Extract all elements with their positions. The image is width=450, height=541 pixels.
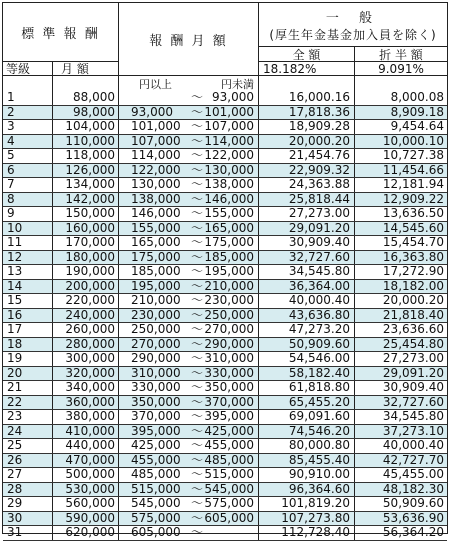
range-tilde: ～ (191, 119, 204, 133)
grade-cell: 18 (3, 338, 53, 352)
range-to: 107,000 (204, 119, 254, 133)
monthly-amount-cell: 190,000 (53, 265, 119, 279)
remuneration-range-cell (119, 236, 259, 250)
table-row (3, 149, 447, 164)
full-amount-cell: 24,363.88 (259, 178, 355, 192)
range-tilde: ～ (191, 220, 204, 235)
full-amount-cell: 16,000.16 (259, 91, 355, 105)
remuneration-range-cell (119, 91, 259, 105)
table-row (3, 207, 447, 222)
monthly-amount-cell: 104,000 (53, 120, 119, 134)
monthly-amount-cell: 118,000 (53, 149, 119, 163)
half-amount-cell: 42,727.70 (382, 452, 444, 467)
full-amount-cell: 90,910.00 (259, 468, 355, 482)
grade-cell: 5 (3, 149, 53, 163)
range-to: 93,000 (212, 90, 254, 104)
range-to: 370,000 (204, 394, 254, 409)
half-amount-cell: 10,000.10 (382, 133, 444, 148)
grade-cell: 13 (3, 265, 53, 279)
remuneration-range-cell (119, 193, 259, 207)
remuneration-range-cell (119, 468, 259, 482)
full-amount-cell: 107,273.80 (259, 512, 355, 526)
table-row (3, 193, 447, 208)
range-from: 155,000 (131, 220, 181, 235)
grade-cell: 22 (3, 396, 53, 410)
half-amount-cell: 20,000.20 (382, 293, 444, 307)
half-amount-cell: 29,091.20 (382, 365, 444, 380)
range-tilde: ～ (191, 481, 204, 496)
monthly-amount-cell: 530,000 (53, 483, 119, 497)
range-tilde: ～ (191, 177, 204, 191)
remuneration-range-cell (119, 512, 259, 526)
range-from: 107,000 (131, 133, 181, 148)
grade-cell: 17 (3, 323, 53, 337)
range-to: 310,000 (204, 351, 254, 365)
grade-cell: 30 (3, 512, 53, 526)
grade-cell: 8 (3, 193, 53, 207)
half-amount-cell: 15,454.70 (382, 235, 444, 249)
range-tilde: ～ (191, 278, 204, 293)
grade-cell: 2 (3, 106, 53, 120)
monthly-amount-cell: 134,000 (53, 178, 119, 192)
full-amount-cell: 101,819.20 (259, 497, 355, 511)
range-from: 175,000 (131, 249, 181, 264)
half-amount-cell: 30,909.40 (382, 380, 444, 394)
monthly-amount-cell: 260,000 (53, 323, 119, 337)
remuneration-range-cell (119, 120, 259, 134)
half-amount-cell: 10,727.38 (382, 148, 444, 162)
range-to: 114,000 (204, 133, 254, 148)
table-row (3, 91, 447, 106)
monthly-amount-cell: 240,000 (53, 309, 119, 323)
range-from: 130,000 (131, 177, 181, 191)
range-from: 370,000 (131, 409, 181, 423)
range-to: 605,000 (204, 510, 254, 525)
grade-cell: 28 (3, 483, 53, 497)
grade-header: 等級 (3, 62, 53, 76)
remuneration-range-cell (119, 526, 259, 540)
table-row (3, 396, 447, 411)
range-to: 146,000 (204, 191, 254, 206)
monthly-remuneration-header: 報 酬 月 額 (119, 3, 259, 76)
monthly-amount-cell: 300,000 (53, 352, 119, 366)
full-amount-cell: 40,000.40 (259, 294, 355, 308)
table-row (3, 309, 447, 324)
full-amount-cell: 30,909.40 (259, 236, 355, 250)
range-from: 455,000 (131, 452, 181, 467)
range-from: 485,000 (131, 467, 181, 481)
grade-cell: 7 (3, 178, 53, 192)
range-from: 138,000 (131, 191, 181, 206)
insurance-rate-table (2, 2, 448, 539)
half-amount-cell: 14,545.60 (382, 220, 444, 235)
range-to: 545,000 (204, 481, 254, 496)
range-from: 330,000 (131, 380, 181, 394)
full-amount-cell: 112,728.40 (259, 526, 355, 540)
monthly-amount-cell: 620,000 (53, 526, 119, 540)
range-from: 350,000 (131, 394, 181, 409)
range-from: 605,000 (131, 525, 181, 539)
half-amount-cell: 50,909.60 (382, 496, 444, 510)
range-tilde: ～ (191, 336, 204, 351)
range-to: 270,000 (204, 322, 254, 336)
half-amount-cell: 17,272.90 (382, 264, 444, 278)
full-amount-cell: 80,000.80 (259, 439, 355, 453)
range-tilde: ～ (191, 307, 204, 322)
range-to: 195,000 (204, 264, 254, 278)
grade-cell: 3 (3, 120, 53, 134)
range-to: 175,000 (204, 235, 254, 249)
table-row (3, 294, 447, 309)
range-to: 330,000 (204, 365, 254, 380)
half-amount-cell: 25,454.80 (382, 336, 444, 351)
full-amount-cell: 65,455.20 (259, 396, 355, 410)
range-from: 545,000 (131, 496, 181, 510)
monthly-amount-header: 月 額 (53, 62, 119, 76)
remuneration-range-cell (119, 381, 259, 395)
grade-cell: 12 (3, 251, 53, 265)
monthly-amount-cell: 88,000 (53, 91, 119, 105)
range-tilde: ～ (191, 510, 204, 525)
remuneration-range-cell (119, 425, 259, 439)
monthly-amount-cell: 142,000 (53, 193, 119, 207)
monthly-amount-cell: 110,000 (53, 135, 119, 149)
table-row (3, 468, 447, 483)
monthly-amount-cell: 220,000 (53, 294, 119, 308)
range-tilde: ～ (191, 394, 204, 409)
grade-cell: 27 (3, 468, 53, 482)
monthly-amount-cell: 340,000 (53, 381, 119, 395)
range-to: 425,000 (204, 423, 254, 438)
range-from: 195,000 (131, 278, 181, 293)
monthly-amount-cell: 126,000 (53, 164, 119, 178)
range-tilde: ～ (191, 496, 204, 510)
half-amount-cell: 13,636.50 (382, 206, 444, 220)
table-row (3, 439, 447, 454)
remuneration-range-cell (119, 135, 259, 149)
range-to: 210,000 (204, 278, 254, 293)
half-amount-cell: 40,000.40 (382, 438, 444, 452)
range-tilde: ～ (191, 351, 204, 365)
remuneration-range-cell (119, 439, 259, 453)
table-row (3, 135, 447, 150)
grade-cell: 6 (3, 164, 53, 178)
range-tilde: ～ (191, 467, 204, 481)
grade-cell: 26 (3, 454, 53, 468)
remuneration-range-cell (119, 207, 259, 221)
half-amount-cell: 27,273.00 (382, 351, 444, 365)
range-tilde: ～ (191, 148, 204, 162)
table-row (3, 381, 447, 396)
remuneration-range-cell (119, 352, 259, 366)
range-from: 210,000 (131, 293, 181, 307)
half-amount-cell: 32,727.60 (382, 394, 444, 409)
standard-remuneration-header: 標 準 報 酬 (3, 3, 119, 62)
monthly-amount-cell: 560,000 (53, 497, 119, 511)
range-to: 101,000 (204, 104, 254, 119)
yen-less-than-label: 円未満 (221, 78, 254, 91)
grade-cell: 21 (3, 381, 53, 395)
monthly-amount-cell: 320,000 (53, 367, 119, 381)
half-amount-cell: 48,182.30 (382, 481, 444, 496)
table-row (3, 251, 447, 266)
full-amount-cell: 47,273.20 (259, 323, 355, 337)
table-row (3, 178, 447, 193)
range-to: 395,000 (204, 409, 254, 423)
monthly-amount-cell: 470,000 (53, 454, 119, 468)
grade-cell: 15 (3, 294, 53, 308)
monthly-amount-cell: 98,000 (53, 106, 119, 120)
range-tilde: ～ (191, 423, 204, 438)
range-to: 515,000 (204, 467, 254, 481)
range-tilde: ～ (191, 249, 204, 264)
range-from: 290,000 (131, 351, 181, 365)
range-tilde: ～ (191, 293, 204, 307)
range-from: 165,000 (131, 235, 181, 249)
half-amount-cell: 34,545.80 (382, 409, 444, 423)
full-amount-cell: 25,818.44 (259, 193, 355, 207)
grade-cell: 31 (3, 526, 53, 540)
grade-cell: 10 (3, 222, 53, 236)
grade-cell: 25 (3, 439, 53, 453)
monthly-amount-cell: 200,000 (53, 280, 119, 294)
grade-cell: 11 (3, 236, 53, 250)
general-title: 一 般 (325, 10, 381, 26)
range-tilde: ～ (191, 322, 204, 336)
table-row (3, 410, 447, 425)
remuneration-range-cell (119, 323, 259, 337)
full-amount-cell: 61,818.80 (259, 381, 355, 395)
half-amount-cell: 8,909.18 (390, 104, 444, 119)
full-amount-cell: 54,546.00 (259, 352, 355, 366)
half-amount-header: 折 半 額 (355, 47, 447, 62)
table-row (3, 526, 447, 541)
full-amount-cell: 34,545.80 (259, 265, 355, 279)
range-from: 395,000 (131, 423, 181, 438)
monthly-amount-cell: 410,000 (53, 425, 119, 439)
remuneration-range-cell (119, 396, 259, 410)
table-row (3, 425, 447, 440)
range-to: 185,000 (204, 249, 254, 264)
monthly-amount-cell: 180,000 (53, 251, 119, 265)
range-from: 230,000 (131, 307, 181, 322)
remuneration-range-cell (119, 280, 259, 294)
half-amount-cell: 56,364.20 (382, 525, 444, 539)
full-amount-cell: 21,454.76 (259, 149, 355, 163)
table-row (3, 120, 447, 135)
half-amount-cell: 23,636.60 (382, 322, 444, 336)
remuneration-range-cell (119, 265, 259, 279)
half-amount-cell: 21,818.40 (382, 307, 444, 322)
remuneration-range-cell (119, 454, 259, 468)
full-amount-cell: 50,909.60 (259, 338, 355, 352)
remuneration-range-cell (119, 483, 259, 497)
half-amount-cell: 37,273.10 (382, 423, 444, 438)
full-amount-cell: 58,182.40 (259, 367, 355, 381)
range-to: 485,000 (204, 452, 254, 467)
monthly-amount-cell: 160,000 (53, 222, 119, 236)
grade-cell: 14 (3, 280, 53, 294)
range-tilde: ～ (191, 133, 204, 148)
range-tilde: ～ (191, 104, 204, 119)
table-row (3, 236, 447, 251)
table-row (3, 222, 447, 237)
remuneration-range-cell (119, 497, 259, 511)
remuneration-range-cell (119, 410, 259, 424)
monthly-amount-cell: 150,000 (53, 207, 119, 221)
remuneration-range-cell (119, 106, 259, 120)
monthly-amount-cell: 380,000 (53, 410, 119, 424)
full-amount-cell: 74,546.20 (259, 425, 355, 439)
half-amount-cell: 9,454.64 (390, 119, 444, 133)
range-tilde: ～ (191, 264, 204, 278)
grade-cell: 29 (3, 497, 53, 511)
table-row (3, 323, 447, 338)
range-to: 455,000 (204, 438, 254, 452)
full-rate: 18.182% (259, 62, 355, 76)
table-row (3, 338, 447, 353)
range-to: 122,000 (204, 148, 254, 162)
remuneration-range-cell (119, 367, 259, 381)
range-from: 93,000 (131, 104, 173, 119)
range-from: 185,000 (131, 264, 181, 278)
range-to: 155,000 (204, 206, 254, 220)
grade-cell: 9 (3, 207, 53, 221)
monthly-amount-cell: 590,000 (53, 512, 119, 526)
grade-cell: 4 (3, 135, 53, 149)
range-tilde: ～ (191, 525, 204, 539)
range-tilde: ～ (191, 380, 204, 394)
range-to: 130,000 (204, 162, 254, 177)
monthly-amount-cell: 280,000 (53, 338, 119, 352)
yen-or-more-label: 円以上 (139, 78, 172, 91)
range-from: 114,000 (131, 148, 181, 162)
half-amount-cell: 12,909.22 (382, 191, 444, 206)
range-from: 575,000 (131, 510, 181, 525)
full-amount-cell: 43,636.80 (259, 309, 355, 323)
range-tilde: ～ (191, 409, 204, 423)
range-tilde: ～ (191, 191, 204, 206)
remuneration-range-cell (119, 178, 259, 192)
full-amount-cell: 29,091.20 (259, 222, 355, 236)
monthly-amount-cell: 440,000 (53, 439, 119, 453)
range-to: 290,000 (204, 336, 254, 351)
range-tilde: ～ (191, 90, 204, 104)
full-amount-cell: 17,818.36 (259, 106, 355, 120)
grade-cell: 23 (3, 410, 53, 424)
general-subtitle: (厚生年金基金加入員を除く) (269, 27, 437, 42)
half-amount-cell: 45,455.00 (382, 467, 444, 481)
full-amount-cell: 18,909.28 (259, 120, 355, 134)
range-tilde: ～ (191, 438, 204, 452)
range-to: 575,000 (204, 496, 254, 510)
grade-cell: 24 (3, 425, 53, 439)
half-amount-cell: 18,182.00 (382, 278, 444, 293)
monthly-amount-cell: 360,000 (53, 396, 119, 410)
range-from: 310,000 (131, 365, 181, 380)
full-amount-cell: 32,727.60 (259, 251, 355, 265)
half-rate: 9.091% (355, 62, 447, 76)
full-amount-header: 全 額 (259, 47, 355, 62)
range-to: 250,000 (204, 307, 254, 322)
full-amount-cell: 22,909.32 (259, 164, 355, 178)
table-row (3, 280, 447, 295)
table-row (3, 512, 447, 527)
full-amount-cell: 96,364.60 (259, 483, 355, 497)
range-tilde: ～ (191, 162, 204, 177)
remuneration-range-cell (119, 149, 259, 163)
range-to: 165,000 (204, 220, 254, 235)
remuneration-range-cell (119, 222, 259, 236)
table-row (3, 483, 447, 498)
grade-cell: 1 (3, 91, 53, 105)
range-from: 515,000 (131, 481, 181, 496)
monthly-amount-cell: 500,000 (53, 468, 119, 482)
half-amount-cell: 12,181.94 (382, 177, 444, 191)
grade-cell: 19 (3, 352, 53, 366)
half-amount-cell: 53,636.90 (382, 510, 444, 525)
grade-cell: 16 (3, 309, 53, 323)
range-tilde: ～ (191, 206, 204, 220)
grade-cell: 20 (3, 367, 53, 381)
range-from: 250,000 (131, 322, 181, 336)
range-tilde: ～ (191, 365, 204, 380)
full-amount-cell: 85,455.40 (259, 454, 355, 468)
range-to: 350,000 (204, 380, 254, 394)
remuneration-range-cell (119, 309, 259, 323)
half-amount-cell: 8,000.08 (390, 90, 444, 104)
remuneration-range-cell (119, 294, 259, 308)
range-to: 230,000 (204, 293, 254, 307)
table-row (3, 106, 447, 121)
range-from: 425,000 (131, 438, 181, 452)
monthly-amount-cell: 170,000 (53, 236, 119, 250)
range-tilde: ～ (191, 452, 204, 467)
remuneration-range-cell (119, 251, 259, 265)
half-amount-cell: 16,363.80 (382, 249, 444, 264)
range-from: 122,000 (131, 162, 181, 177)
full-amount-cell: 27,273.00 (259, 207, 355, 221)
table-row (3, 164, 447, 179)
full-amount-cell: 20,000.20 (259, 135, 355, 149)
remuneration-range-cell (119, 164, 259, 178)
half-amount-cell: 11,454.66 (382, 162, 444, 177)
general-header (259, 3, 447, 47)
range-from: 146,000 (131, 206, 181, 220)
range-from: 101,000 (131, 119, 181, 133)
full-amount-cell: 36,364.00 (259, 280, 355, 294)
table-row (3, 367, 447, 382)
table-row (3, 352, 447, 367)
table-row (3, 454, 447, 469)
table-row (3, 265, 447, 280)
table-row (3, 497, 447, 512)
range-tilde: ～ (191, 235, 204, 249)
range-to: 138,000 (204, 177, 254, 191)
full-amount-cell: 69,091.60 (259, 410, 355, 424)
remuneration-range-cell (119, 338, 259, 352)
range-from: 270,000 (131, 336, 181, 351)
